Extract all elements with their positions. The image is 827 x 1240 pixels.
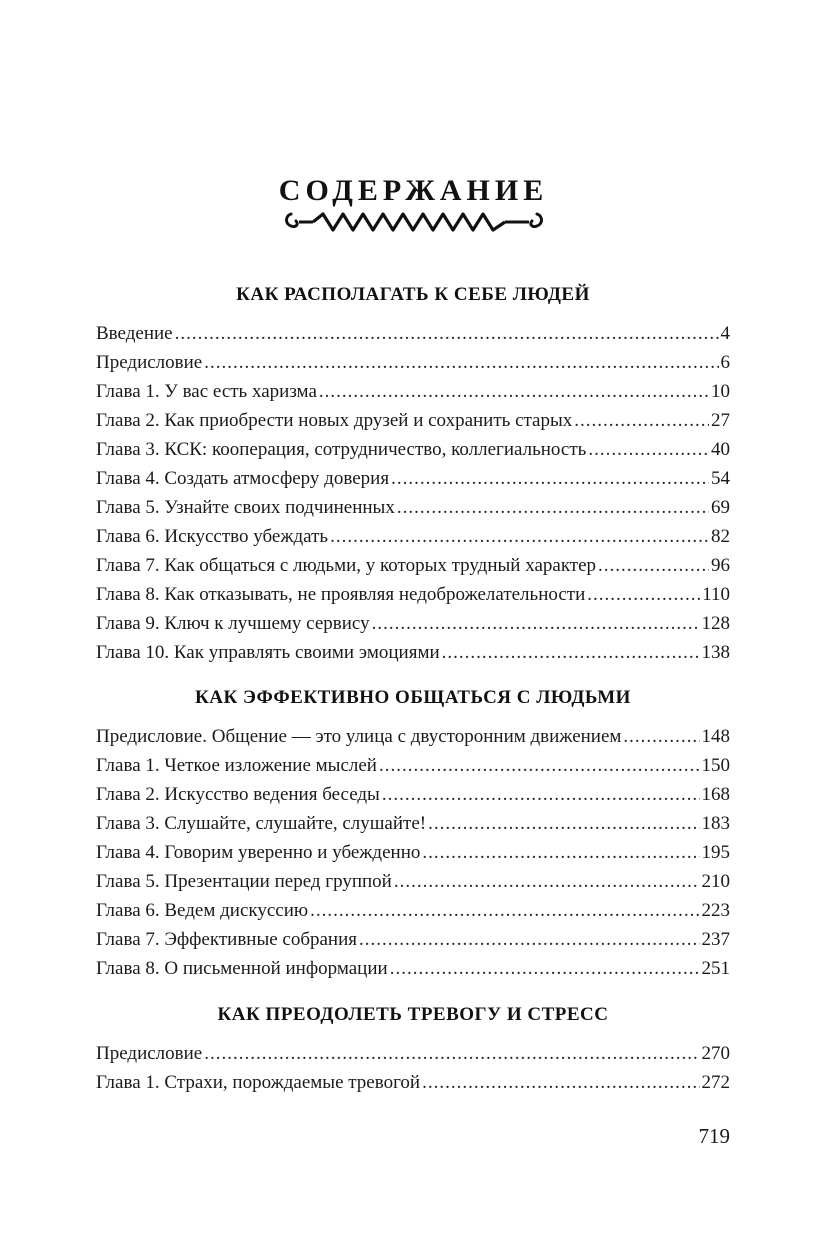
entry-title: Глава 4. Создать атмосферу доверия [96,468,390,489]
section-title: КАК ЭФФЕКТИВНО ОБЩАТЬСЯ С ЛЮДЬМИ [195,687,631,708]
dot-leader [587,580,700,609]
entry-title: Предисловие [96,1043,203,1064]
section-title: КАК ПРЕОДОЛЕТЬ ТРЕВОГУ И СТРЕСС [217,1004,609,1025]
dot-leader [379,751,700,780]
page-number: 719 [698,1124,730,1148]
toc-entry [96,551,730,580]
entry-page-number: 168 [701,784,730,805]
toc-entry [96,751,730,780]
dot-leader [359,925,699,954]
dot-leader [330,522,709,551]
entry-page-number: 251 [701,958,730,979]
entry-title: Глава 2. Как приобрести новых друзей и сохранить старых [96,410,573,431]
toc-entry [96,838,730,867]
dot-leader [391,464,709,493]
dot-leader [310,896,699,925]
toc-entry [96,319,730,348]
entry-title: Глава 1. Четкое изложение мыслей [96,755,377,776]
toc-entry [96,867,730,896]
toc-entry [96,522,730,551]
toc-entry [96,1039,730,1068]
dot-leader [428,809,699,838]
entry-title: Глава 10. Как управлять своими эмоциями [96,642,440,663]
entry-page-number: 210 [701,871,730,892]
entry-page-number: 69 [711,497,730,518]
entry-title: Глава 6. Ведем дискуссию [96,900,309,921]
entry-page-number: 223 [701,900,730,921]
toc-entry [96,638,730,667]
entry-page-number: 148 [701,726,730,747]
entry-page-number: 128 [701,613,730,634]
entry-page-number: 82 [711,526,730,547]
toc-entry [96,435,730,464]
entry-title: Глава 3. КСК: кооперация, сотрудничество, коллегиальность [96,439,587,460]
dot-leader [204,348,718,377]
dot-leader [372,609,700,638]
entry-title: Глава 2. Искусство ведения беседы [96,784,380,805]
toc-entry [96,493,730,522]
toc-entry [96,377,730,406]
dot-leader [422,1068,699,1097]
entry-title: Предисловие. Общение — это улица с двусторонним движением [96,726,622,747]
entry-page-number: 96 [711,555,730,576]
ornament-divider-icon [283,208,545,238]
entry-page-number: 4 [720,323,730,344]
entry-title: Глава 3. Слушайте, слушайте, слушайте! [96,813,427,834]
entry-page-number: 150 [701,755,730,776]
entry-page-number: 183 [701,813,730,834]
entry-page-number: 110 [702,584,730,605]
toc-section [96,281,730,667]
dot-leader [422,838,699,867]
entry-page-number: 10 [711,381,730,402]
contents-heading: СОДЕРЖАНИЕ [278,174,549,207]
dot-leader [319,377,709,406]
entry-title: Глава 8. О письменной информации [96,958,388,979]
toc-entry [96,348,730,377]
entry-page-number: 40 [711,439,730,460]
toc-entry [96,809,730,838]
dot-leader [175,319,719,348]
entry-title: Глава 8. Как отказывать, не проявляя недоброжелательности [96,584,586,605]
entry-title: Глава 4. Говорим уверенно и убежденно [96,842,421,863]
toc-entry [96,609,730,638]
entry-title: Глава 5. Презентации перед группой [96,871,392,892]
entry-page-number: 138 [701,642,730,663]
entry-page-number: 6 [720,352,730,373]
entry-title: Глава 7. Эффективные собрания [96,929,358,950]
dot-leader [623,722,699,751]
section-title: КАК РАСПОЛАГАТЬ К СЕБЕ ЛЮДЕЙ [236,284,590,305]
entry-page-number: 272 [701,1072,730,1093]
toc-entry [96,722,730,751]
toc-entry [96,780,730,809]
toc-entry [96,954,730,983]
dot-leader [442,638,700,667]
entry-page-number: 195 [701,842,730,863]
toc-entry [96,896,730,925]
entry-title: Введение [96,323,173,344]
dot-leader [397,493,709,522]
dot-leader [598,551,709,580]
toc-entry [96,1068,730,1097]
entry-title: Глава 5. Узнайте своих подчиненных [96,497,395,518]
entry-title: Глава 1. Страхи, порождаемые тревогой [96,1072,421,1093]
entry-title: Глава 9. Ключ к лучшему сервису [96,613,370,634]
toc-section [96,1001,730,1097]
dot-leader [394,867,700,896]
entry-page-number: 27 [711,410,730,431]
entry-page-number: 54 [711,468,730,489]
toc-entry [96,406,730,435]
entry-title: Глава 6. Искусство убеждать [96,526,329,547]
entry-title: Глава 1. У вас есть харизма [96,381,317,402]
dot-leader [204,1039,699,1068]
toc-entry [96,580,730,609]
toc-section [96,684,730,983]
toc-entry [96,464,730,493]
dot-leader [574,406,709,435]
entry-title: Глава 7. Как общаться с людьми, у которых трудный характер [96,555,597,576]
toc-entry [96,925,730,954]
dot-leader [588,435,709,464]
entry-page-number: 237 [701,929,730,950]
dot-leader [382,780,700,809]
entry-title: Предисловие [96,352,203,373]
dot-leader [390,954,700,983]
entry-page-number: 270 [701,1043,730,1064]
